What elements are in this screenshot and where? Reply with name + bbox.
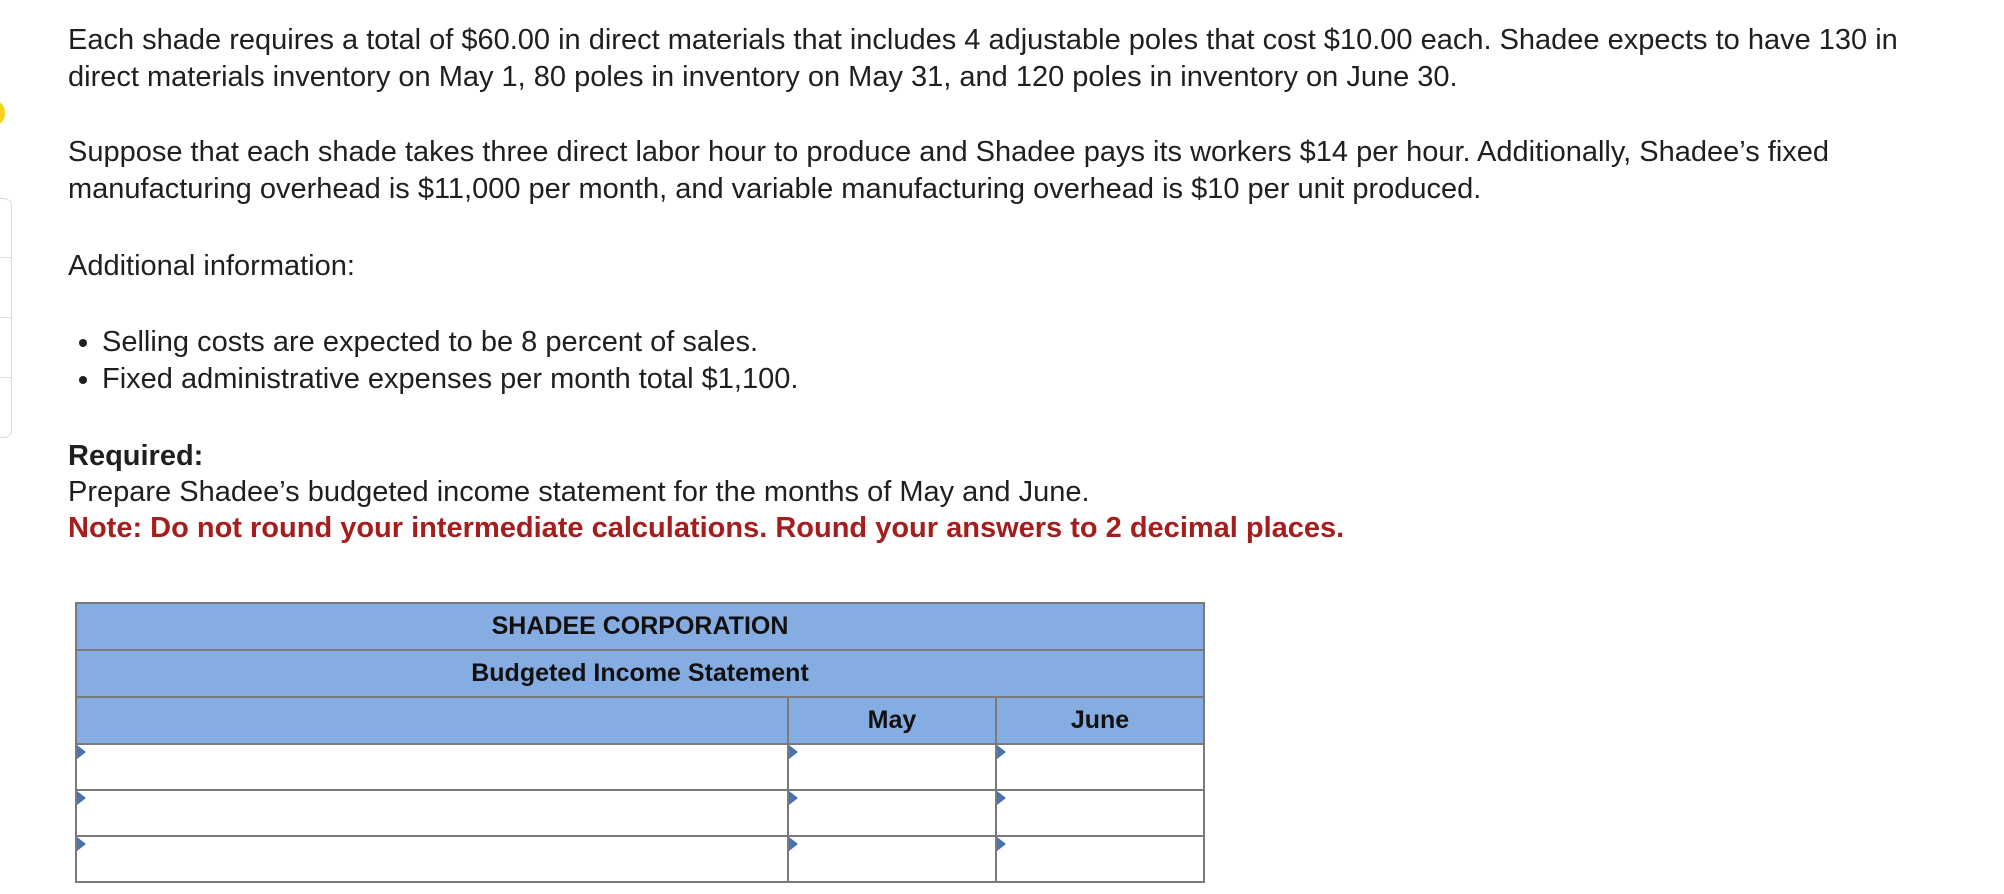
required-heading: Required: — [68, 440, 204, 472]
june-input[interactable] — [997, 791, 1203, 835]
label-cell[interactable] — [76, 790, 788, 836]
rounding-note: Note: Do not round your intermediate calculations. Round your answers to 2 decimal places. — [68, 512, 1345, 544]
list-item: • Fixed administrative expenses per month total $1,100. — [102, 361, 798, 398]
panel-divider — [0, 257, 11, 258]
label-input[interactable] — [77, 837, 787, 881]
dropdown-marker-icon — [997, 745, 1006, 759]
table-row — [76, 836, 1204, 882]
dropdown-marker-icon — [789, 837, 798, 851]
additional-info-label: Additional information: — [68, 250, 355, 282]
june-input[interactable] — [997, 837, 1203, 881]
paragraph-materials: Each shade requires a total of $60.00 in direct materials that includes 4 adjustable poles that cost $10.00 each. Shadee expects to have 130 in direct materials inventory on May 1, 80 poles in inventory on May 31, and 120 poles in inventory on June 30. — [68, 24, 1898, 93]
label-cell[interactable] — [76, 836, 788, 882]
dropdown-marker-icon — [997, 837, 1006, 851]
label-input[interactable] — [77, 791, 787, 835]
dropdown-marker-icon — [997, 791, 1006, 805]
column-header-june: June — [996, 697, 1204, 744]
table-row — [76, 790, 1204, 836]
may-input[interactable] — [789, 791, 995, 835]
statement-title: Budgeted Income Statement — [76, 650, 1204, 697]
left-side-panel — [0, 198, 12, 438]
panel-divider — [0, 377, 11, 378]
dropdown-marker-icon — [77, 791, 86, 805]
status-dot — [0, 102, 5, 124]
dropdown-marker-icon — [789, 745, 798, 759]
dropdown-marker-icon — [77, 837, 86, 851]
dropdown-marker-icon — [77, 745, 86, 759]
required-text: Prepare Shadee’s budgeted income statement for the months of May and June. — [68, 476, 1090, 508]
company-name: SHADEE CORPORATION — [76, 603, 1204, 650]
table-row — [76, 744, 1204, 790]
may-input[interactable] — [789, 745, 995, 789]
june-cell[interactable] — [996, 744, 1204, 790]
may-input[interactable] — [789, 837, 995, 881]
panel-divider — [0, 317, 11, 318]
list-item: • Selling costs are expected to be 8 percent of sales. — [102, 324, 798, 361]
label-input[interactable] — [77, 745, 787, 789]
column-header-may: May — [788, 697, 996, 744]
paragraph-labor-overhead: Suppose that each shade takes three direct labor hour to produce and Shadee pays its workers $14 per hour. Additionally, Shadee’s fixed manufacturing overhead is $11,000 per month, and variable manufacturing overhead is $10 per unit produced. — [68, 136, 1830, 205]
june-cell[interactable] — [996, 790, 1204, 836]
may-cell[interactable] — [788, 744, 996, 790]
income-statement-table — [75, 602, 1205, 883]
label-cell[interactable] — [76, 744, 788, 790]
dropdown-marker-icon — [789, 791, 798, 805]
column-header-label — [76, 697, 788, 744]
additional-info-list — [68, 324, 798, 398]
june-input[interactable] — [997, 745, 1203, 789]
may-cell[interactable] — [788, 790, 996, 836]
june-cell[interactable] — [996, 836, 1204, 882]
may-cell[interactable] — [788, 836, 996, 882]
